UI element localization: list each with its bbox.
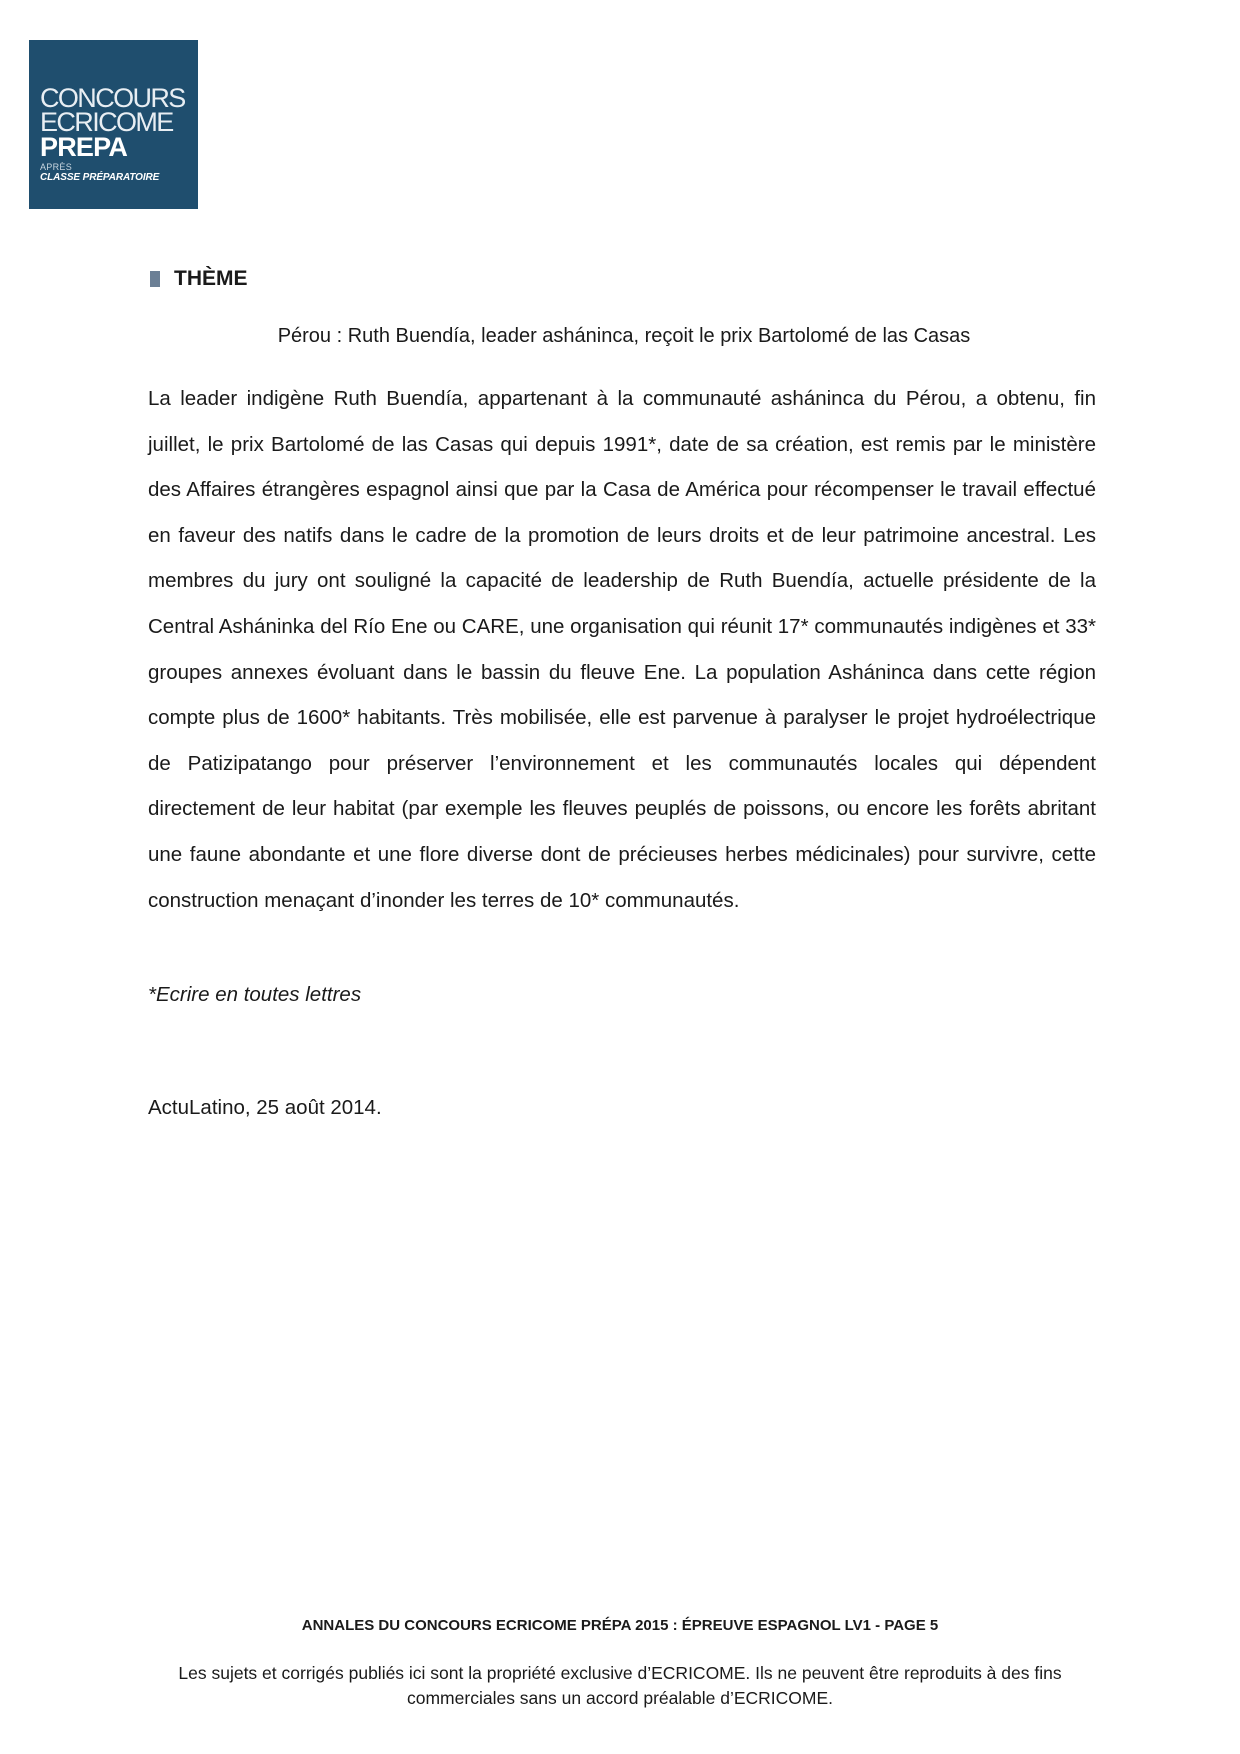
article-body: La leader indigène Ruth Buendía, appartenant à la communauté asháninca du Pérou, a obtenu, fin juillet, le prix Bartolomé de las Casas qui depuis 1991*, date de sa création, est remis par le ministère des Affaires étrangères espagnol ainsi que par la Casa de América pour récompenser le travail effectué en faveur des natifs dans le cadre de la promotion de leurs droits et de leur patrimoine ancestral. Les membres du jury ont souligné la capacité de leadership de Ruth Buendía, actuelle présidente de la Central Asháninka del Río Ene ou CARE, une organisation qui réunit 17* communautés indigènes et 33* groupes annexes évoluant dans le bassin du fleuve Ene. La population Asháninca dans cette région compte plus de 1600* habitants. Très mobilisée, elle est parvenue à paralyser le projet hydroélectrique de Patizipatango pour préserver l’environnement et les communautés locales qui dépendent directement de leur habitat (par exemple les fleuves peuplés de poissons, ou encore les forêts abritant une faune abondante et une flore diverse dont de précieuses herbes médicinales) pour survivre, cette construction menaçant d’inonder les terres de 10* communautés. [148,387,1096,912]
logo-line-prepa: PREPA [40,132,128,162]
footer-title: ANNALES DU CONCOURS ECRICOME PRÉPA 2015 : ÉPREUVE ESPAGNOL LV1 - PAGE 5 [301,1617,939,1634]
logo-line-ecricome: ECRICOME [40,107,173,137]
logo-line-classe: CLASSE PRÉPARATOIRE [40,172,160,183]
article-title: Pérou : Ruth Buendía, leader asháninca, reçoit le prix Bartolomé de las Casas [277,325,971,347]
logo-line-concours: CONCOURS [40,83,185,113]
ecricome-logo [29,40,198,209]
logo-line-apres: APRÈS [40,162,73,172]
square-bullet-icon [150,271,160,287]
instruction-note: *Ecrire en toutes lettres [148,983,362,1006]
section-heading-label: THÈME [174,267,248,290]
section-heading [150,266,248,292]
article-source: ActuLatino, 25 août 2014. [148,1096,382,1119]
footer-copyright: Les sujets et corrigés publiés ici sont la propriété exclusive d’ECRICOME. Ils ne peuvent être reproduits à des fins commerciales sans un accord préalable d’ECRICOME. [178,1663,1062,1708]
